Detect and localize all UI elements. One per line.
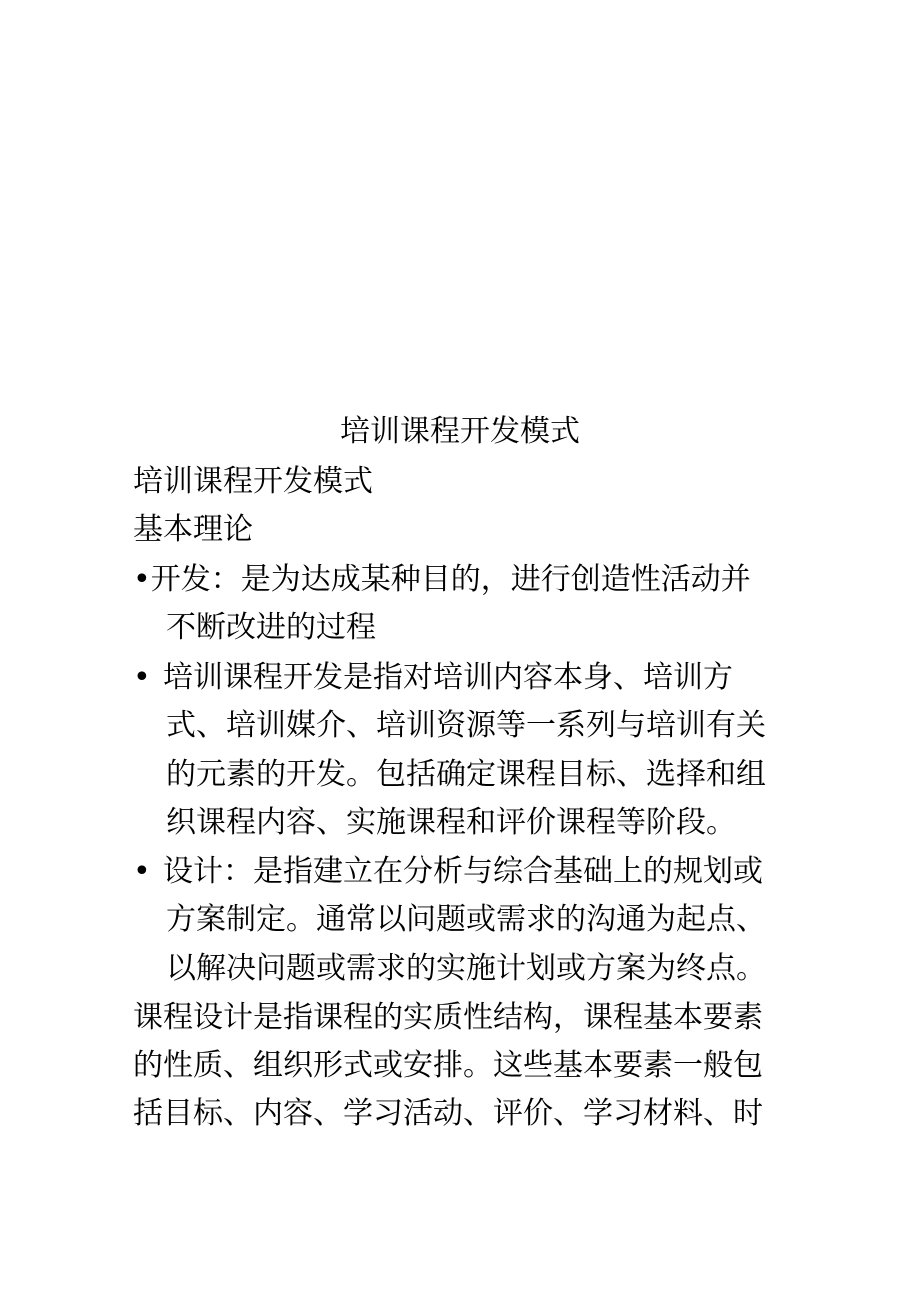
para1-line2: 不断改进的过程: [166, 610, 376, 645]
heading: 培训课程开发模式: [133, 464, 373, 499]
para2-line2: 式、培训媒介、培训资源等一系列与培训有关: [166, 708, 766, 743]
bullet: •: [133, 660, 151, 695]
para1-line1-text: 开发：是为达成某种目的，进行创造性活动并: [150, 562, 751, 597]
para4-line2: 的性质、组织形式或安排。这些基本要素一般包: [133, 1048, 763, 1083]
para4-line1: 课程设计是指课程的实质性结构，课程基本要素: [133, 1000, 763, 1035]
para3-line1: 设计：是指建立在分析与综合基础上的规划或: [163, 854, 763, 889]
bullet: •: [133, 562, 151, 597]
para2-line3: 的元素的开发。包括确定课程目标、选择和组: [166, 757, 766, 792]
para3-line2: 方案制定。通常以问题或需求的沟通为起点、: [166, 902, 766, 937]
para2-line1: 培训课程开发是指对培训内容本身、培训方: [163, 660, 733, 695]
para4-line3: 括目标、内容、学习活动、评价、学习材料、时: [133, 1096, 763, 1131]
page-title: 培训课程开发模式: [340, 414, 580, 449]
para2-line4: 织课程内容、实施课程和评价课程等阶段。: [166, 805, 736, 840]
bullet: •: [133, 854, 151, 889]
para3-line3: 以解决问题或需求的实施计划或方案为终点。: [166, 951, 766, 986]
subheading: 基本理论: [133, 512, 253, 547]
para1-line1: [133, 560, 751, 600]
